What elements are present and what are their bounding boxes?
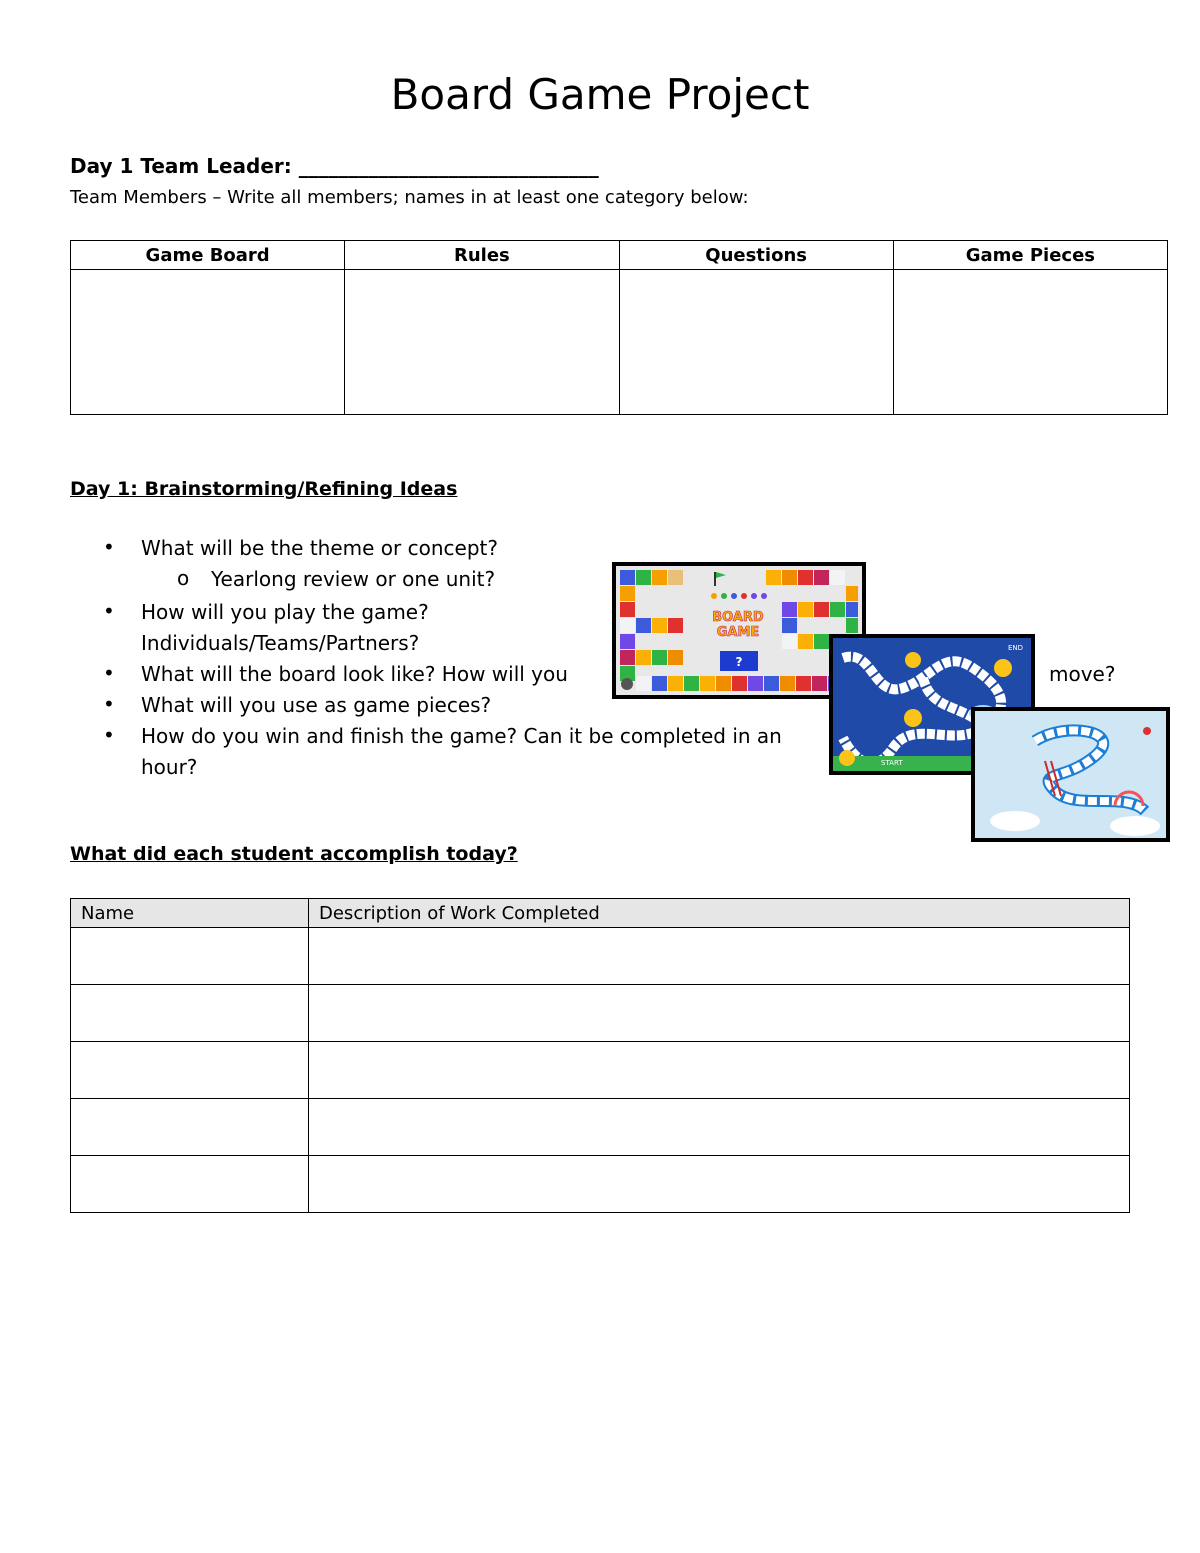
bullet-board-look-end: move? [1049, 662, 1116, 686]
sub-bullet-marker: o [177, 566, 190, 590]
header-description: Description of Work Completed [309, 899, 1130, 928]
board-game-image-3 [971, 707, 1170, 842]
description-cell[interactable] [309, 1156, 1130, 1213]
header-questions: Questions [619, 241, 893, 270]
table-row [71, 928, 1130, 985]
description-cell[interactable] [309, 985, 1130, 1042]
board-game-image-1 [612, 562, 866, 699]
categories-entry-row [71, 270, 1168, 415]
board1-title-line2: GAME [716, 625, 760, 640]
bullet-dot: • [103, 692, 115, 716]
team-members-instruction: Team Members – Write all members; names in at least one category below: [70, 187, 749, 208]
description-cell[interactable] [309, 1099, 1130, 1156]
description-cell[interactable] [309, 1042, 1130, 1099]
name-cell[interactable] [71, 928, 309, 985]
name-cell[interactable] [71, 1156, 309, 1213]
sub-bullet-yearlong: Yearlong review or one unit? [211, 567, 496, 591]
table-row [71, 1099, 1130, 1156]
name-cell[interactable] [71, 985, 309, 1042]
bullet-play: How will you play the game? [141, 600, 429, 624]
board1-title-line1: BOARD [712, 610, 764, 625]
work-completed-table [70, 898, 1130, 1213]
bullet-win: How do you win and finish the game? Can it be completed in an [141, 724, 782, 748]
header-rules: Rules [345, 241, 619, 270]
board2-start-label: START [881, 759, 903, 767]
bullet-dot: • [103, 723, 115, 747]
team-leader-line: Day 1 Team Leader: ______________________________ [70, 154, 599, 178]
table-row [71, 1042, 1130, 1099]
bullet-dot: • [103, 535, 115, 559]
header-game-pieces: Game Pieces [893, 241, 1167, 270]
board-game-illustration-1 [616, 566, 862, 695]
questions-cell[interactable] [619, 270, 893, 415]
description-cell[interactable] [309, 928, 1130, 985]
header-name: Name [71, 899, 309, 928]
bullet-pieces: What will you use as game pieces? [141, 693, 492, 717]
name-cell[interactable] [71, 1099, 309, 1156]
categories-table [70, 240, 1168, 415]
bullet-board-look: What will the board look like? How will you [141, 662, 568, 686]
bullet-play-cont: Individuals/Teams/Partners? [141, 631, 420, 655]
board1-question-mark: ? [735, 655, 743, 669]
work-header-row [71, 899, 1130, 928]
page-title: Board Game Project [390, 70, 810, 119]
game-pieces-cell[interactable] [893, 270, 1167, 415]
bullet-dot: • [103, 661, 115, 685]
brainstorm-heading: Day 1: Brainstorming/Refining Ideas [70, 478, 458, 500]
accomplish-heading: What did each student accomplish today? [70, 843, 518, 865]
table-row [71, 985, 1130, 1042]
bullet-win-cont: hour? [141, 755, 198, 779]
game-board-cell[interactable] [71, 270, 345, 415]
board2-end-label: END [1008, 644, 1024, 652]
bullet-theme: What will be the theme or concept? [141, 536, 498, 560]
header-game-board: Game Board [71, 241, 345, 270]
name-cell[interactable] [71, 1042, 309, 1099]
table-row [71, 1156, 1130, 1213]
bullet-dot: • [103, 599, 115, 623]
board-game-illustration-3 [975, 711, 1166, 838]
categories-header-row [71, 241, 1168, 270]
rules-cell[interactable] [345, 270, 619, 415]
